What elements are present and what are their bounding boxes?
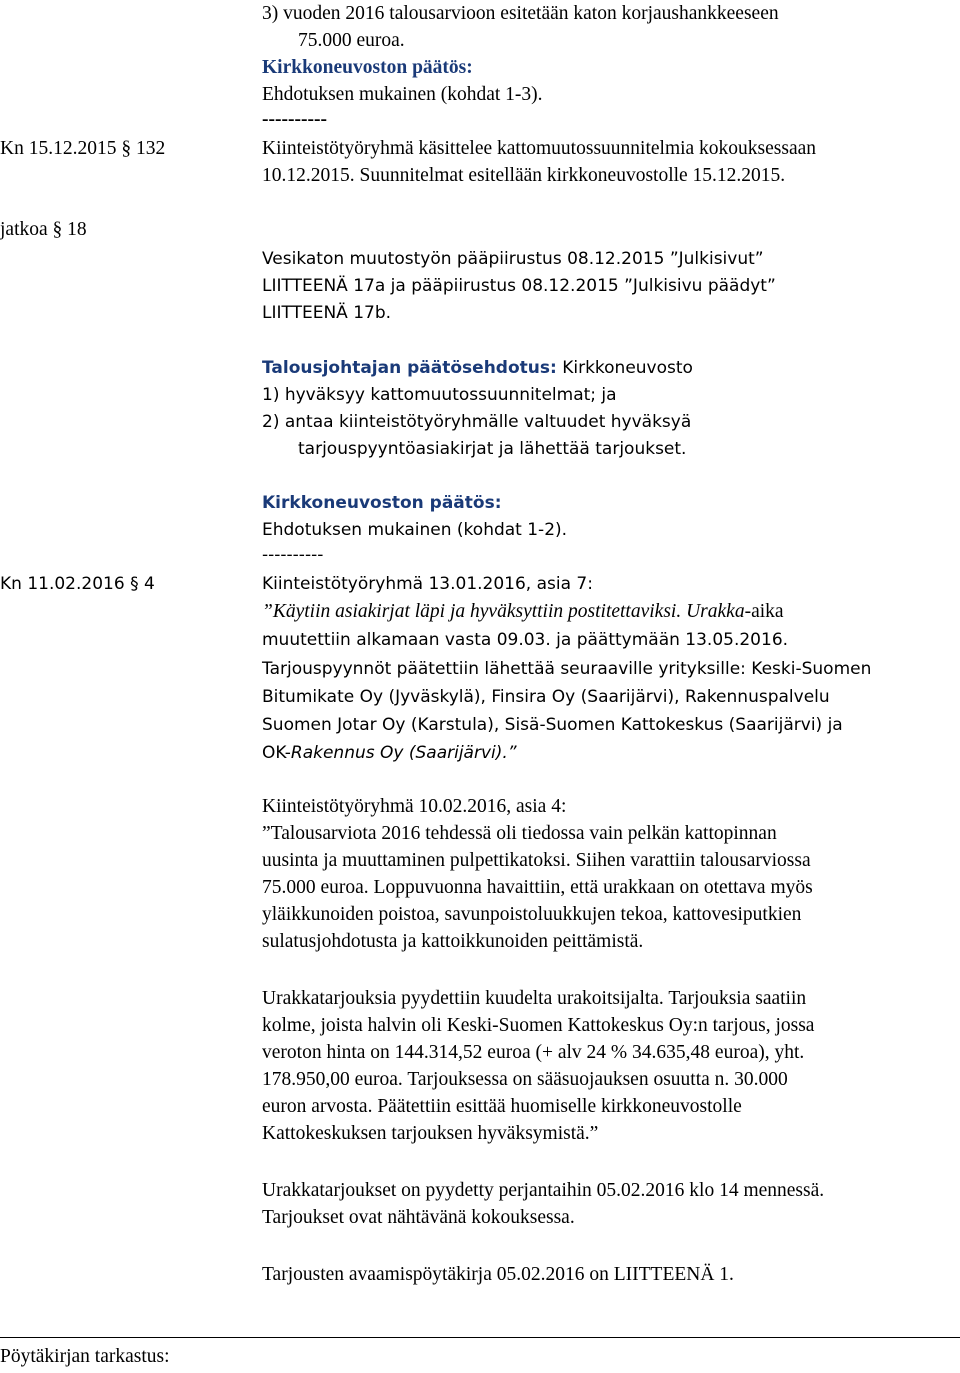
para3-line-1: Urakkatarjouksia pyydettiin kuudelta urakoitsijalta. Tarjouksia saatiin bbox=[262, 988, 807, 1009]
para4-line-1: Urakkatarjoukset on pyydetty perjantaihin 05.02.2016 klo 14 mennessä. bbox=[262, 1180, 825, 1201]
quote1-plain-b: -aika bbox=[744, 601, 784, 622]
para3-line-6: Kattokeskuksen tarjouksen hyväksymistä.” bbox=[262, 1123, 599, 1144]
decision-text-2: Ehdotuksen mukainen (kohdat 1-2). bbox=[262, 520, 568, 540]
separator-1: ---------- bbox=[262, 109, 327, 130]
quote1-line-4: Bitumikate Oy (Jyväskylä), Finsira Oy (Saarijärvi), Rakennuspalvelu bbox=[262, 687, 830, 707]
meeting-ref-1: Kiinteistötyöryhmä 13.01.2016, asia 7: bbox=[262, 574, 593, 594]
quote2-line-4: yläikkunoiden poistoa, savunpoistoluukkujen tekoa, kattovesiputkien bbox=[262, 904, 802, 925]
proposal-item-2-line-1: 2) antaa kiinteistötyöryhmälle valtuudet hyväksyä bbox=[262, 412, 692, 432]
quote1-line-6 bbox=[262, 740, 517, 767]
margin-ref-kn-11-02-2016: Kn 11.02.2016 § 4 bbox=[0, 574, 155, 594]
sec1-line-2: 10.12.2015. Suunnitelmat esitellään kirkkoneuvostolle 15.12.2015. bbox=[262, 165, 786, 186]
item-3-line-2: 75.000 euroa. bbox=[298, 30, 405, 51]
proposal-label: Talousjohtajan päätösehdotus: bbox=[262, 358, 557, 378]
quote2-line-5: sulatusjohdotusta ja kattoikkunoiden peittämistä. bbox=[262, 931, 644, 952]
quote1-italic-a: ”Käytiin asiakirjat läpi ja hyväksyttiin postitettaviksi. bbox=[262, 601, 682, 622]
quote1-line-6-italic: Rakennus Oy (Saarijärvi).” bbox=[290, 743, 517, 763]
proposal-subject: Kirkkoneuvosto bbox=[562, 358, 693, 378]
meeting-ref-2: Kiinteistötyöryhmä 10.02.2016, asia 4: bbox=[262, 796, 567, 817]
quote2-line-3: 75.000 euroa. Loppuvuonna havaittiin, että urakkaan on otettava myös bbox=[262, 877, 813, 898]
proposal-item-2-line-2: tarjouspyyntöasiakirjat ja lähettää tarjoukset. bbox=[298, 439, 687, 459]
proposal-heading bbox=[262, 355, 693, 382]
separator-2: ---------- bbox=[262, 545, 324, 565]
quote1-line-6-plain: OK- bbox=[262, 743, 291, 763]
item-3-line-1: 3) vuoden 2016 talousarvioon esitetään katon korjaushankkeeseen bbox=[262, 3, 779, 24]
attachment-line-1: Vesikaton muutostyön pääpiirustus 08.12.2015 ”Julkisivut” bbox=[262, 249, 764, 269]
margin-ref-jatkoa: jatkoa § 18 bbox=[0, 219, 87, 240]
para5-line-1: Tarjousten avaamispöytäkirja 05.02.2016 on LIITTEENÄ 1. bbox=[262, 1264, 734, 1285]
quote1-line-5: Suomen Jotar Oy (Karstula), Sisä-Suomen Kattokeskus (Saarijärvi) ja bbox=[262, 715, 843, 735]
proposal-item-1: 1) hyväksyy kattomuutossuunnitelmat; ja bbox=[262, 385, 617, 405]
decision-heading-2: Kirkkoneuvoston päätös: bbox=[262, 493, 502, 513]
para3-line-5: euron arvosta. Päätettiin esittää huomiselle kirkkoneuvostolle bbox=[262, 1096, 742, 1117]
quote1-line-1 bbox=[262, 598, 784, 625]
decision-text-1: Ehdotuksen mukainen (kohdat 1-3). bbox=[262, 84, 543, 105]
footer-rule bbox=[0, 1337, 960, 1338]
quote2-line-1: ”Talousarviota 2016 tehdessä oli tiedossa vain pelkän kattopinnan bbox=[262, 823, 777, 844]
attachment-line-2: LIITTEENÄ 17a ja pääpiirustus 08.12.2015 ”Julkisivu päädyt” bbox=[262, 276, 776, 296]
para3-line-2: kolme, joista halvin oli Keski-Suomen Kattokeskus Oy:n tarjous, jossa bbox=[262, 1015, 815, 1036]
quote1-line-3: Tarjouspyynnöt päätettiin lähettää seuraaville yrityksille: Keski-Suomen bbox=[262, 659, 872, 679]
para3-line-3: veroton hinta on 144.314,52 euroa (+ alv 24 % 34.635,48 euroa), yht. bbox=[262, 1042, 805, 1063]
quote1-line-2: muutettiin alkamaan vasta 09.03. ja päättymään 13.05.2016. bbox=[262, 630, 789, 650]
margin-ref-kn-15-12-2015: Kn 15.12.2015 § 132 bbox=[0, 138, 166, 159]
para4-line-2: Tarjoukset ovat nähtävänä kokouksessa. bbox=[262, 1207, 575, 1228]
decision-heading-1: Kirkkoneuvoston päätös: bbox=[262, 57, 473, 78]
sec1-line-1: Kiinteistötyöryhmä käsittelee kattomuutossuunnitelmia kokouksessaan bbox=[262, 138, 817, 159]
para3-line-4: 178.950,00 euroa. Tarjouksessa on sääsuojauksen osuutta n. 30.000 bbox=[262, 1069, 788, 1090]
quote2-line-2: uusinta ja muuttaminen pulpettikatoksi. Siihen varattiin talousarviossa bbox=[262, 850, 811, 871]
quote1-italic-b: Urakka bbox=[686, 601, 745, 622]
footer-label: Pöytäkirjan tarkastus: bbox=[0, 1346, 170, 1367]
attachment-line-3: LIITTEENÄ 17b. bbox=[262, 303, 392, 323]
